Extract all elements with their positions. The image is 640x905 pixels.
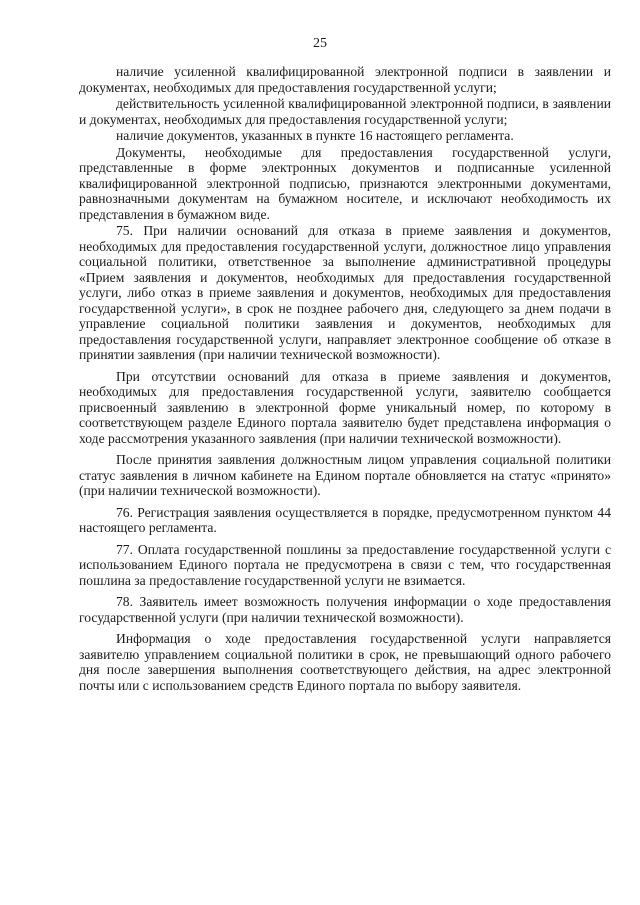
paragraph-5: 75. При наличии оснований для отказа в приеме заявления и документов, необходимых для предоставления государственной услуги, должностное лицо управления социальной политики, ответственное за выполнение административной процедуры «Прием заявления и документов, необходимых для предоставления государственной услуги, либо отказ в приеме заявления и документов, необходимых для предоставления государственной услуги», в срок не позднее рабочего дня, следующего за днем подачи в управление социальной политики заявления и документов, необходимых для предоставления государственной услуги, направляет электронное сообщение об отказе в принятии заявления (при наличии технической возможности). xyxy=(79,223,611,362)
paragraph-4: Документы, необходимые для предоставления государственной услуги, представленные в форме электронных документов и подписанные усиленной квалифицированной электронной подписью, признаются электронными документами, равнозначными документам на бумажном носителе, и исключают необходимость их представления в бумажном виде. xyxy=(79,144,611,222)
paragraph-3: наличие документов, указанных в пункте 16 настоящего регламента. xyxy=(116,128,514,143)
paragraph-2: действительность усиленной квалифицированной электронной подписи, в заявлении и документах, необходимых для предоставления государственной услуги; xyxy=(79,96,611,127)
paragraph-1: наличие усиленной квалифицированной электронной подписи в заявлении и документах, необходимых для предоставления государственной услуги; xyxy=(79,64,611,95)
paragraph-10: 78. Заявитель имеет возможность получения информации о ходе предоставления государственной услуги (при наличии технической возможности). xyxy=(79,594,611,625)
paragraph-9: 77. Оплата государственной пошлины за предоставление государственной услуги с использованием Единого портала не предусмотрена в связи с тем, что государственная пошлина за предоставление государственной услуги не взимается. xyxy=(79,541,611,588)
paragraph-7: После принятия заявления должностным лицом управления социальной политики статус заявления в личном кабинете на Едином портале обновляется на статус «принято» (при наличии технической возможности). xyxy=(79,452,611,498)
paragraph-11: Информация о ходе предоставления государственной услуги направляется заявителю управлением социальной политики в срок, не превышающий одного рабочего дня после завершения выполнения соответствующего действия, на адрес электронной почты или с использованием средств Единого портала по выбору заявителя. xyxy=(79,631,611,693)
page-number: 25 xyxy=(313,36,327,51)
paragraph-8: 76. Регистрация заявления осуществляется в порядке, предусмотренном пунктом 44 настоящего регламента. xyxy=(79,504,611,535)
document-body xyxy=(79,64,611,694)
paragraph-6: При отсутствии оснований для отказа в приеме заявления и документов, необходимых для предоставления государственной услуги, заявителю сообщается присвоенный заявлению в электронной форме уникальный номер, по которому в соответствующем разделе Единого портала заявителю будет представлена информация о ходе рассмотрения указанного заявления (при наличии технической возможности). xyxy=(79,368,611,446)
